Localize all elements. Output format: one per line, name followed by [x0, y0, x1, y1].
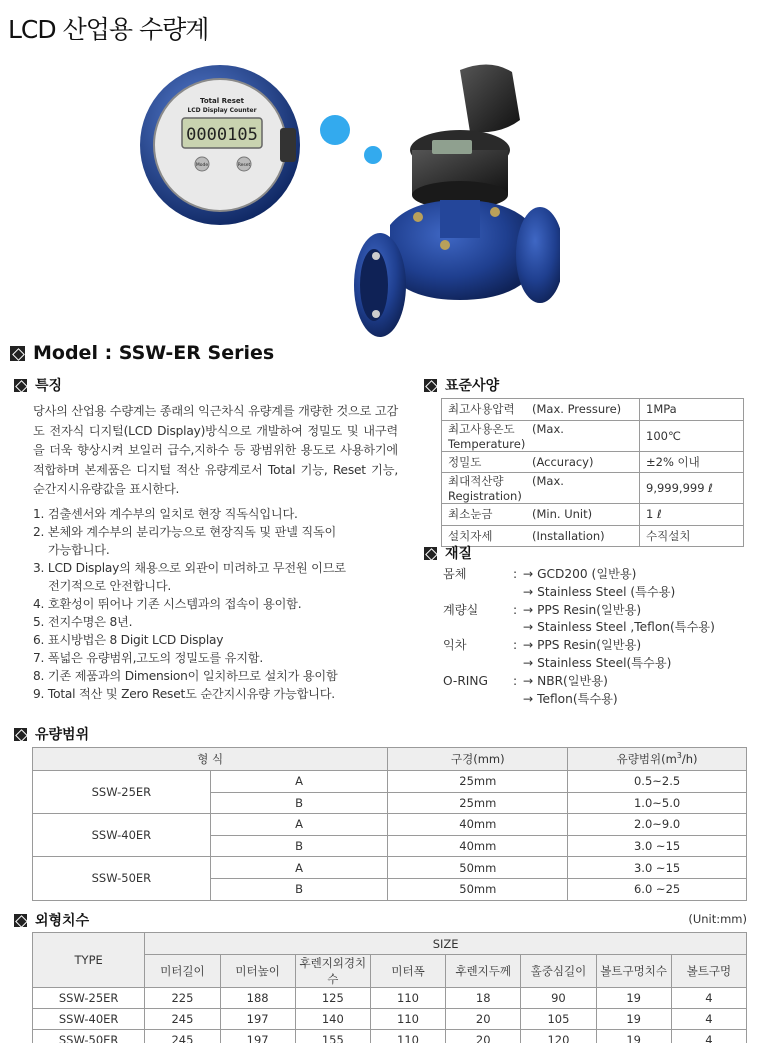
dim-column-header: 볼트구멍: [671, 955, 746, 988]
material-value: → Stainless Steel (특수용): [523, 584, 676, 599]
spec-value: ±2% 이내: [640, 451, 744, 473]
feature-item: 3. LCD Display의 채용으로 외관이 미려하고 무전원 이므로: [33, 561, 346, 575]
dim-column-header: 미터길이: [145, 955, 220, 988]
dim-value: 245: [145, 1009, 220, 1030]
dim-value: 20: [446, 1009, 521, 1030]
material-value: → PPS Resin(일반용): [523, 602, 642, 617]
dim-row: [33, 1009, 747, 1030]
section-bullet-icon: [424, 379, 437, 392]
feature-item: 5. 전지수명은 8년.: [33, 615, 133, 629]
dim-value: 155: [295, 1030, 370, 1043]
dim-value: 105: [521, 1009, 596, 1030]
dim-value: 19: [596, 988, 671, 1009]
material-sep: :: [512, 602, 518, 617]
flow-header-type: 형 식: [33, 748, 388, 771]
spec-key: [442, 451, 640, 473]
flow-bore: 25mm: [388, 771, 568, 793]
dim-value: 4: [671, 988, 746, 1009]
spec-key: [442, 420, 640, 451]
spec-key: [442, 399, 640, 421]
spec-row: [442, 473, 744, 504]
material-value: → Stainless Steel(특수용): [523, 655, 672, 670]
section-bullet-icon: [14, 914, 27, 927]
flow-bore: 40mm: [388, 835, 568, 857]
model-title: Model : SSW-ER Series: [10, 342, 274, 364]
dim-value: 19: [596, 1009, 671, 1030]
spec-key: [442, 504, 640, 526]
feature-item: 6. 표시방법은 8 Digit LCD Display: [33, 633, 224, 647]
reset-button-label: Reset: [237, 163, 251, 168]
spec-value: 1MPa: [640, 399, 744, 421]
spec-label-en: (Max. Pressure): [532, 402, 622, 417]
dim-value: 110: [370, 1009, 445, 1030]
dim-value: 140: [295, 1009, 370, 1030]
material-label: 계량실: [443, 602, 479, 617]
flow-header-range: 유량범위$(m^3/h)$: [568, 748, 747, 771]
material-value: → GCD200 (일반용): [523, 567, 637, 581]
section-bullet-icon: [424, 547, 437, 560]
unit-label: (Unit:mm): [688, 912, 747, 926]
dim-value: 18: [446, 988, 521, 1009]
material-row: [443, 673, 715, 691]
material-label: O-RING: [443, 673, 488, 688]
dim-value: 245: [145, 1030, 220, 1043]
dim-value: 225: [145, 988, 220, 1009]
flow-bore: 50mm: [388, 878, 568, 900]
spec-label-en: (Max. Registration): [448, 474, 564, 504]
description-paragraph: 당사의 산업용 수량계는 종래의 익근차식 유량계를 개량한 것으로 고감도 전자식 디지털(LCD Display)방식으로 개발하여 정밀도 및 내구력을 더욱 향상시켜 보일러 급수,지하수 등 광범위한 용도로 사용하기에 적합하며 본제품은 디지털 적산 유량계로서 Total 기능, Reset 기능, 순간지시유량값을 표시한다.: [33, 404, 399, 496]
feature-item: 1. 검출센서와 계수부의 일치로 현장 직독식입니다.: [33, 507, 298, 521]
material-sep: :: [512, 673, 518, 688]
material-sep: :: [512, 567, 518, 581]
feature-list: [33, 505, 413, 703]
flow-range: 0.5~2.5: [568, 771, 747, 793]
spec-label-en: (Max. Temperature): [448, 421, 564, 451]
dim-row: [33, 988, 747, 1009]
spec-label: 최소눈금: [448, 507, 493, 522]
dim-column-header: 볼트구멍치수: [596, 955, 671, 988]
flow-range: 2.0~9.0: [568, 814, 747, 836]
section-bullet-icon: [14, 728, 27, 741]
flow-bore: 25mm: [388, 792, 568, 814]
material-label: 몸체: [443, 567, 467, 581]
flow-row: [33, 814, 747, 836]
display-line2: LCD Display Counter: [187, 107, 257, 114]
dimension-table: [32, 932, 747, 1043]
flow-row: [33, 857, 747, 879]
spec-label: 최고사용압력: [448, 402, 515, 417]
flow-variant: A: [210, 771, 388, 793]
flow-variant: B: [210, 878, 388, 900]
flow-model: SSW-50ER: [33, 857, 211, 900]
material-row: [443, 691, 715, 709]
section-features: 특징: [14, 375, 62, 395]
flow-bore: 50mm: [388, 857, 568, 879]
material-value: → Stainless Steel ,Teflon(특수용): [523, 620, 715, 635]
page-title: LCD 산업용 수량계: [8, 15, 209, 44]
spec-row: [442, 399, 744, 421]
bubble-small: [364, 146, 382, 164]
bubble-large: [320, 115, 350, 145]
flow-range: 6.0 ~25: [568, 878, 747, 900]
flow-variant: A: [210, 814, 388, 836]
spec-key: [442, 473, 640, 504]
dim-value: 197: [220, 1030, 295, 1043]
display-line1: Total Reset: [200, 97, 244, 105]
water-meter: [354, 64, 560, 337]
material-row: [443, 637, 715, 655]
material-sep: :: [512, 638, 518, 653]
spec-row: [442, 525, 744, 547]
dim-value: 4: [671, 1009, 746, 1030]
section-dimensions: 외형치수: [14, 910, 89, 930]
spec-label: 최대적산량: [448, 474, 504, 489]
spec-value: 100℃: [640, 420, 744, 451]
material-value: → Teflon(특수용): [523, 691, 618, 706]
spec-row: [442, 420, 744, 451]
dim-column-header: 미터폭: [370, 955, 445, 988]
dim-type: SSW-40ER: [33, 1009, 145, 1030]
spec-label: 정밀도: [448, 454, 482, 469]
dim-value: 125: [295, 988, 370, 1009]
flow-bore: 40mm: [388, 814, 568, 836]
material-list: [443, 566, 715, 708]
material-value: → NBR(일반용): [523, 673, 608, 688]
section-bullet-icon: [14, 379, 27, 392]
section-standard: 표준사양: [424, 375, 499, 395]
feature-item-cont: 가능합니다.: [48, 543, 110, 557]
feature-item: 4. 호환성이 뛰어나 기존 시스템과의 접속이 용이함.: [33, 597, 302, 611]
display-closeup: [140, 65, 300, 225]
flow-variant: B: [210, 792, 388, 814]
dim-type: SSW-25ER: [33, 988, 145, 1009]
dim-value: 20: [446, 1030, 521, 1043]
flow-variant: A: [210, 857, 388, 879]
dim-value: 110: [370, 988, 445, 1009]
material-row: [443, 584, 715, 602]
mode-button-label: Mode: [195, 163, 209, 168]
feature-item: 2. 본체와 계수부의 분리가능으로 현장직독 및 판넬 직독이: [33, 525, 337, 539]
spec-row: [442, 504, 744, 526]
spec-label: 최고사용온도: [448, 421, 515, 436]
flow-variant: B: [210, 835, 388, 857]
material-row: [443, 602, 715, 620]
spec-row: [442, 451, 744, 473]
dim-value: 19: [596, 1030, 671, 1043]
material-label: 익차: [443, 638, 467, 653]
spec-value: 1 ℓ: [640, 504, 744, 526]
spec-value: 9,999,999 ℓ: [640, 473, 744, 504]
feature-item-cont: 전기적으로 안전합니다.: [48, 579, 172, 593]
dim-value: 90: [521, 988, 596, 1009]
dim-value: 188: [220, 988, 295, 1009]
spec-label: 설치자세: [448, 529, 493, 544]
dim-type: SSW-50ER: [33, 1030, 145, 1043]
material-row: [443, 619, 715, 637]
spec-label-en: (Min. Unit): [532, 507, 593, 522]
dim-value: 197: [220, 1009, 295, 1030]
dim-header-type: TYPE: [33, 933, 145, 988]
flow-range: 3.0 ~15: [568, 835, 747, 857]
dim-value: 120: [521, 1030, 596, 1043]
flow-range-table: [32, 747, 747, 901]
product-illustration: [140, 60, 560, 340]
flow-row: [33, 771, 747, 793]
section-bullet-icon: [10, 346, 25, 361]
dim-value: 4: [671, 1030, 746, 1043]
feature-item: 9. Total 적산 및 Zero Reset도 순간지시유량 가능합니다.: [33, 687, 335, 701]
dim-column-header: 후렌지외경치수: [295, 955, 370, 988]
material-row: [443, 655, 715, 673]
dim-column-header: 후렌지두께: [446, 955, 521, 988]
flow-model: SSW-25ER: [33, 771, 211, 814]
feature-item: 8. 기존 제품과의 Dimension이 일치하므로 설치가 용이함: [33, 669, 338, 683]
section-material: 재질: [424, 543, 472, 563]
dim-row: [33, 1030, 747, 1043]
spec-label-en: (Accuracy): [532, 454, 594, 469]
flow-model: SSW-40ER: [33, 814, 211, 857]
dim-value: 110: [370, 1030, 445, 1043]
material-row: [443, 566, 715, 584]
dim-header-size: SIZE: [145, 933, 747, 955]
display-digits: 0000105: [186, 125, 258, 145]
spec-value: 수직설치: [640, 525, 744, 547]
flow-range: 1.0~5.0: [568, 792, 747, 814]
flow-range: 3.0 ~15: [568, 857, 747, 879]
flow-header-bore: 구경(mm): [388, 748, 568, 771]
dim-column-header: 홀중심길이: [521, 955, 596, 988]
section-flow: 유량범위: [14, 724, 89, 744]
feature-item: 7. 폭넓은 유량범위,고도의 정밀도를 유지함.: [33, 651, 264, 665]
dim-column-header: 미터높이: [220, 955, 295, 988]
material-value: → PPS Resin(일반용): [523, 638, 642, 653]
spec-label-en: (Installation): [532, 529, 605, 544]
standard-spec-table: [441, 398, 744, 547]
